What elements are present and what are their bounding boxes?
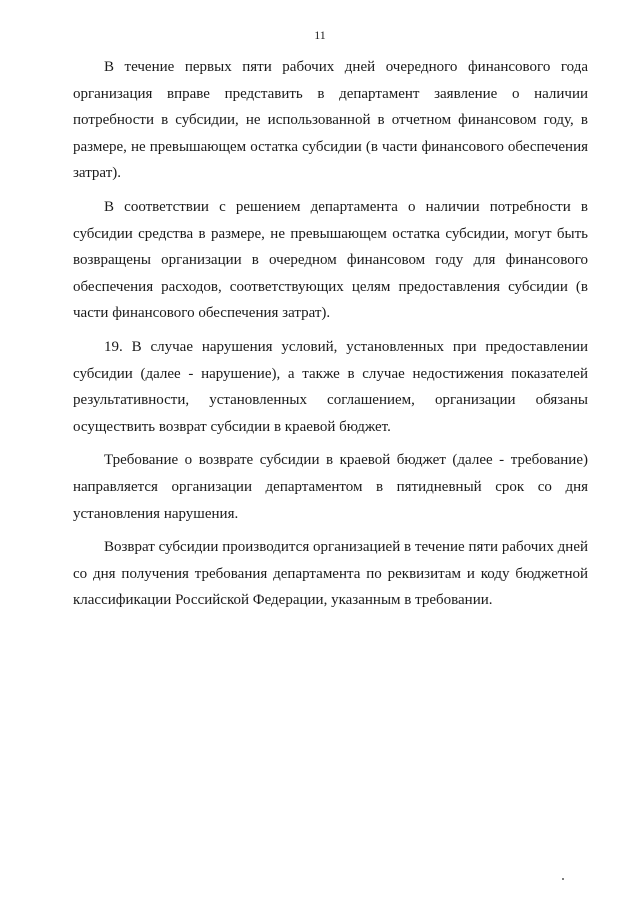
paragraph-clause-19-violation: 19. В случае нарушения условий, установленных при предоставлении субсидии (далее - нарушение), а также в случае недостижения показателей результативности, установленных соглашением, организации обязаны осуществить возврат субсидии в краевой бюджет. — [73, 338, 588, 435]
paragraph-subsidy-return-decision: В соответствии с решением департамента о наличии потребности в субсидии средства в размере, не превышающем остатка субсидии, могут быть возвращены организации в очередном финансовом году для финансового обеспечения расходов, соответствующих целям предоставления субсидии (в части финансового обеспечения затрат). — [73, 198, 588, 322]
scan-speck-mark — [562, 878, 564, 880]
paragraph-return-demand: Требование о возврате субсидии в краевой бюджет (далее - требование) направляется организации департаментом в пятидневный срок со дня установления нарушения. — [73, 452, 588, 522]
paragraph-return-procedure: Возврат субсидии производится организацией в течение пяти рабочих дней со дня получения требования департамента по реквизитам и коду бюджетной классификации Российской Федерации, указанным в требовании. — [73, 539, 588, 609]
document-body — [73, 54, 588, 621]
page-number: 11 — [314, 28, 326, 42]
paragraph-unused-subsidy-request: В течение первых пяти рабочих дней очередного финансового года организация вправе представить в департамент заявление о наличии потребности в субсидии, не использованной в отчетном финансовом году, в размере, не превышающем остатка субсидии (в части финансового обеспечения затрат). — [73, 59, 588, 182]
